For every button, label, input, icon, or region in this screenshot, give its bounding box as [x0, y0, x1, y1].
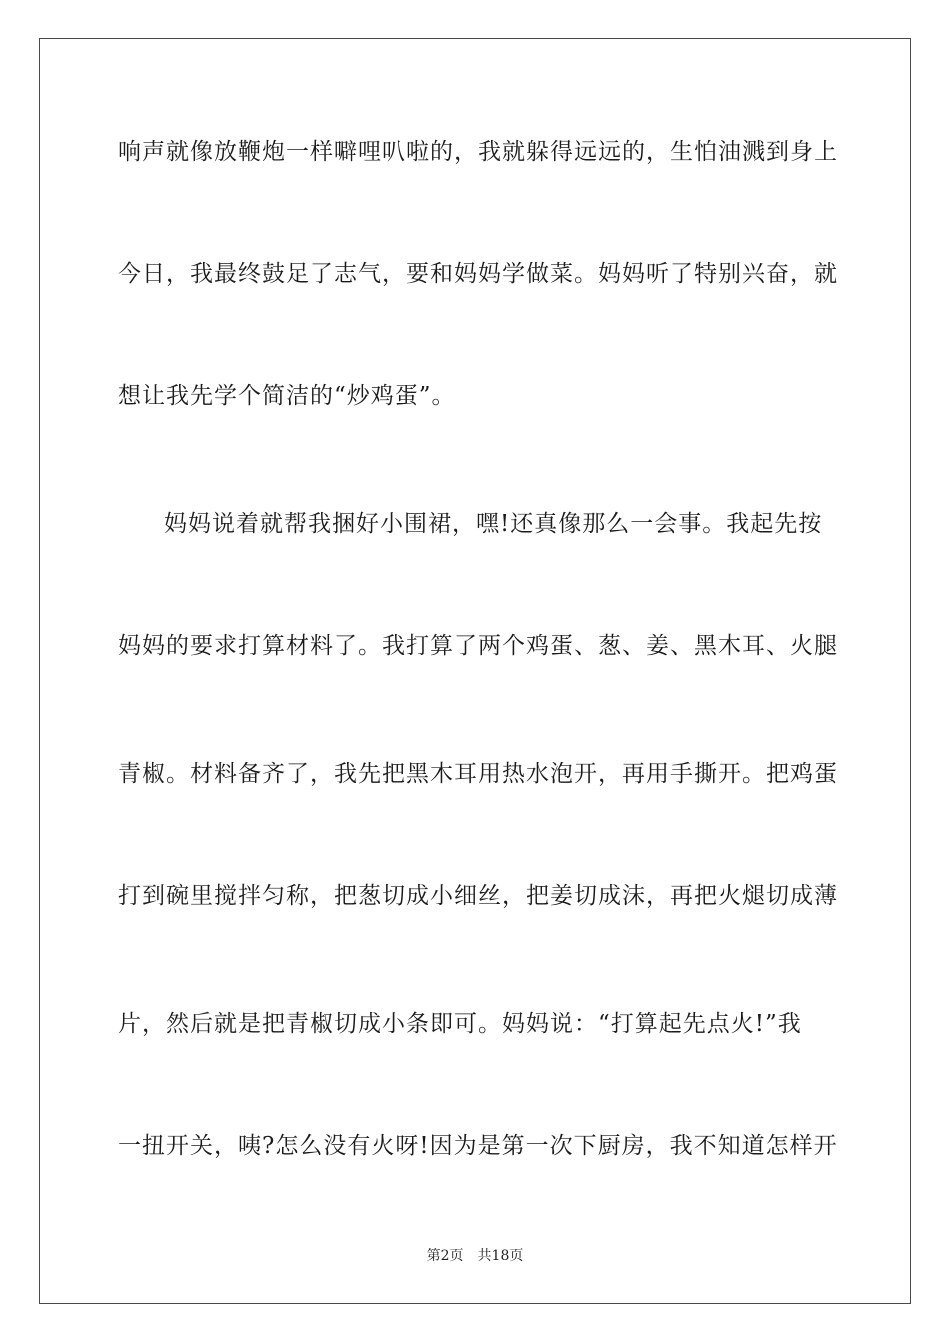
text-line-1: 响声就像放鞭炮一样噼哩叭啦的，我就躲得远远的，生怕油溅到身上 — [118, 139, 838, 165]
text-line-8: 片，然后就是把青椒切成小条即可。妈妈说：“打算起先点火!”我 — [118, 1011, 802, 1037]
text-line-9: 一扭开关，咦?怎么没有火呀!因为是第一次下厨房，我不知道怎样开 — [118, 1133, 838, 1159]
text-line-7: 打到碗里搅拌匀称，把葱切成小细丝，把姜切成沫，再把火煺切成薄 — [118, 883, 838, 909]
text-line-3: 想让我先学个简洁的“炒鸡蛋”。 — [118, 383, 456, 409]
page-border — [39, 38, 911, 1304]
page-number-footer: 第2页 共18页 — [426, 1248, 524, 1264]
text-line-4: 妈妈说着就帮我捆好小围裙，嘿!还真像那么一会事。我起先按 — [164, 511, 823, 537]
text-line-5: 妈妈的要求打算材料了。我打算了两个鸡蛋、葱、姜、黑木耳、火腿 — [118, 633, 838, 659]
text-line-6: 青椒。材料备齐了，我先把黑木耳用热水泡开，再用手撕开。把鸡蛋 — [118, 761, 838, 787]
text-line-2: 今日，我最终鼓足了志气，要和妈妈学做菜。妈妈听了特别兴奋，就 — [118, 261, 838, 287]
